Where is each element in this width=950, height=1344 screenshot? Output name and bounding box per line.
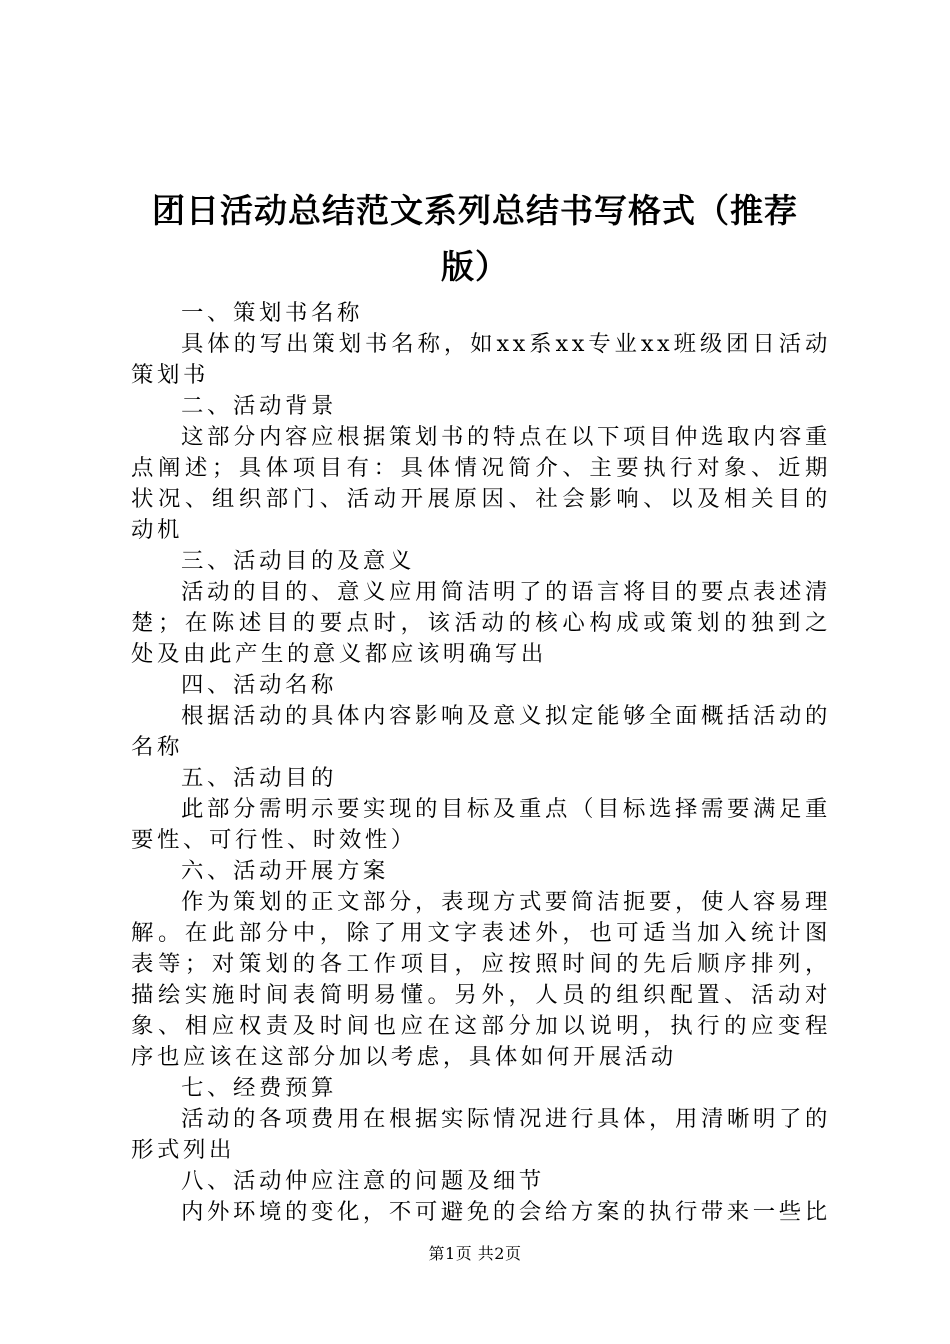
paragraph-notes: 内外环境的变化，不可避免的会给方案的执行带来一些比 (181, 1199, 831, 1225)
document-title (0, 183, 950, 295)
paragraph-budget: 活动的各项费用在根据实际情况进行具体，用清晰明了的形式列出 (131, 1106, 831, 1163)
section-heading-background: 二、活动背景 (181, 393, 337, 419)
paragraph-activity-plan: 作为策划的正文部分，表现方式要简洁扼要，使人容易理解。在此部分中，除了用文字表述外，也可适当加入统计图表等；对策划的各工作项目，应按照时间的先后顺序排列，描绘实施时间表简明易懂。另外，人员的组织配置、活动对象、相应权责及时间也应在这部分加以说明，执行的应变程序也应该在这部分加以考虑，具体如何开展活动 (131, 889, 831, 1070)
paragraph-background: 这部分内容应根据策划书的特点在以下项目仲选取内容重点阐述；具体项目有：具体情况简介、主要执行对象、近期状况、组织部门、活动开展原因、社会影响、以及相关目的动机 (131, 424, 831, 543)
document-body (131, 298, 831, 1228)
section-heading-budget: 七、经费预算 (181, 1075, 337, 1101)
section-heading-activity-name: 四、活动名称 (181, 672, 337, 698)
paragraph-activity-name: 根据活动的具体内容影响及意义拟定能够全面概括活动的名称 (131, 703, 831, 760)
section-heading-notes: 八、活动仲应注意的问题及细节 (181, 1168, 545, 1194)
document-title-line-1: 团日活动总结范文系列总结书写格式（推荐 (152, 191, 798, 230)
paragraph-purpose-meaning: 活动的目的、意义应用简洁明了的语言将目的要点表述清楚；在陈述目的要点时，该活动的核心构成或策划的独到之处及由此产生的意义都应该明确写出 (131, 579, 831, 667)
document-title-line-2: 版） (441, 247, 509, 286)
section-heading-purpose-meaning: 三、活动目的及意义 (181, 548, 415, 574)
paragraph-activity-goal: 此部分需明示要实现的目标及重点（目标选择需要满足重要性、可行性、时效性） (131, 796, 831, 853)
section-heading-activity-goal: 五、活动目的 (181, 765, 337, 791)
paragraph-plan-name: 具体的写出策划书名称，如xx系xx专业xx班级团日活动策划书 (131, 331, 831, 388)
page-number-footer: 第1页 共2页 (428, 1244, 522, 1263)
section-heading-activity-plan: 六、活动开展方案 (181, 858, 389, 884)
section-heading-plan-name: 一、策划书名称 (181, 300, 363, 326)
